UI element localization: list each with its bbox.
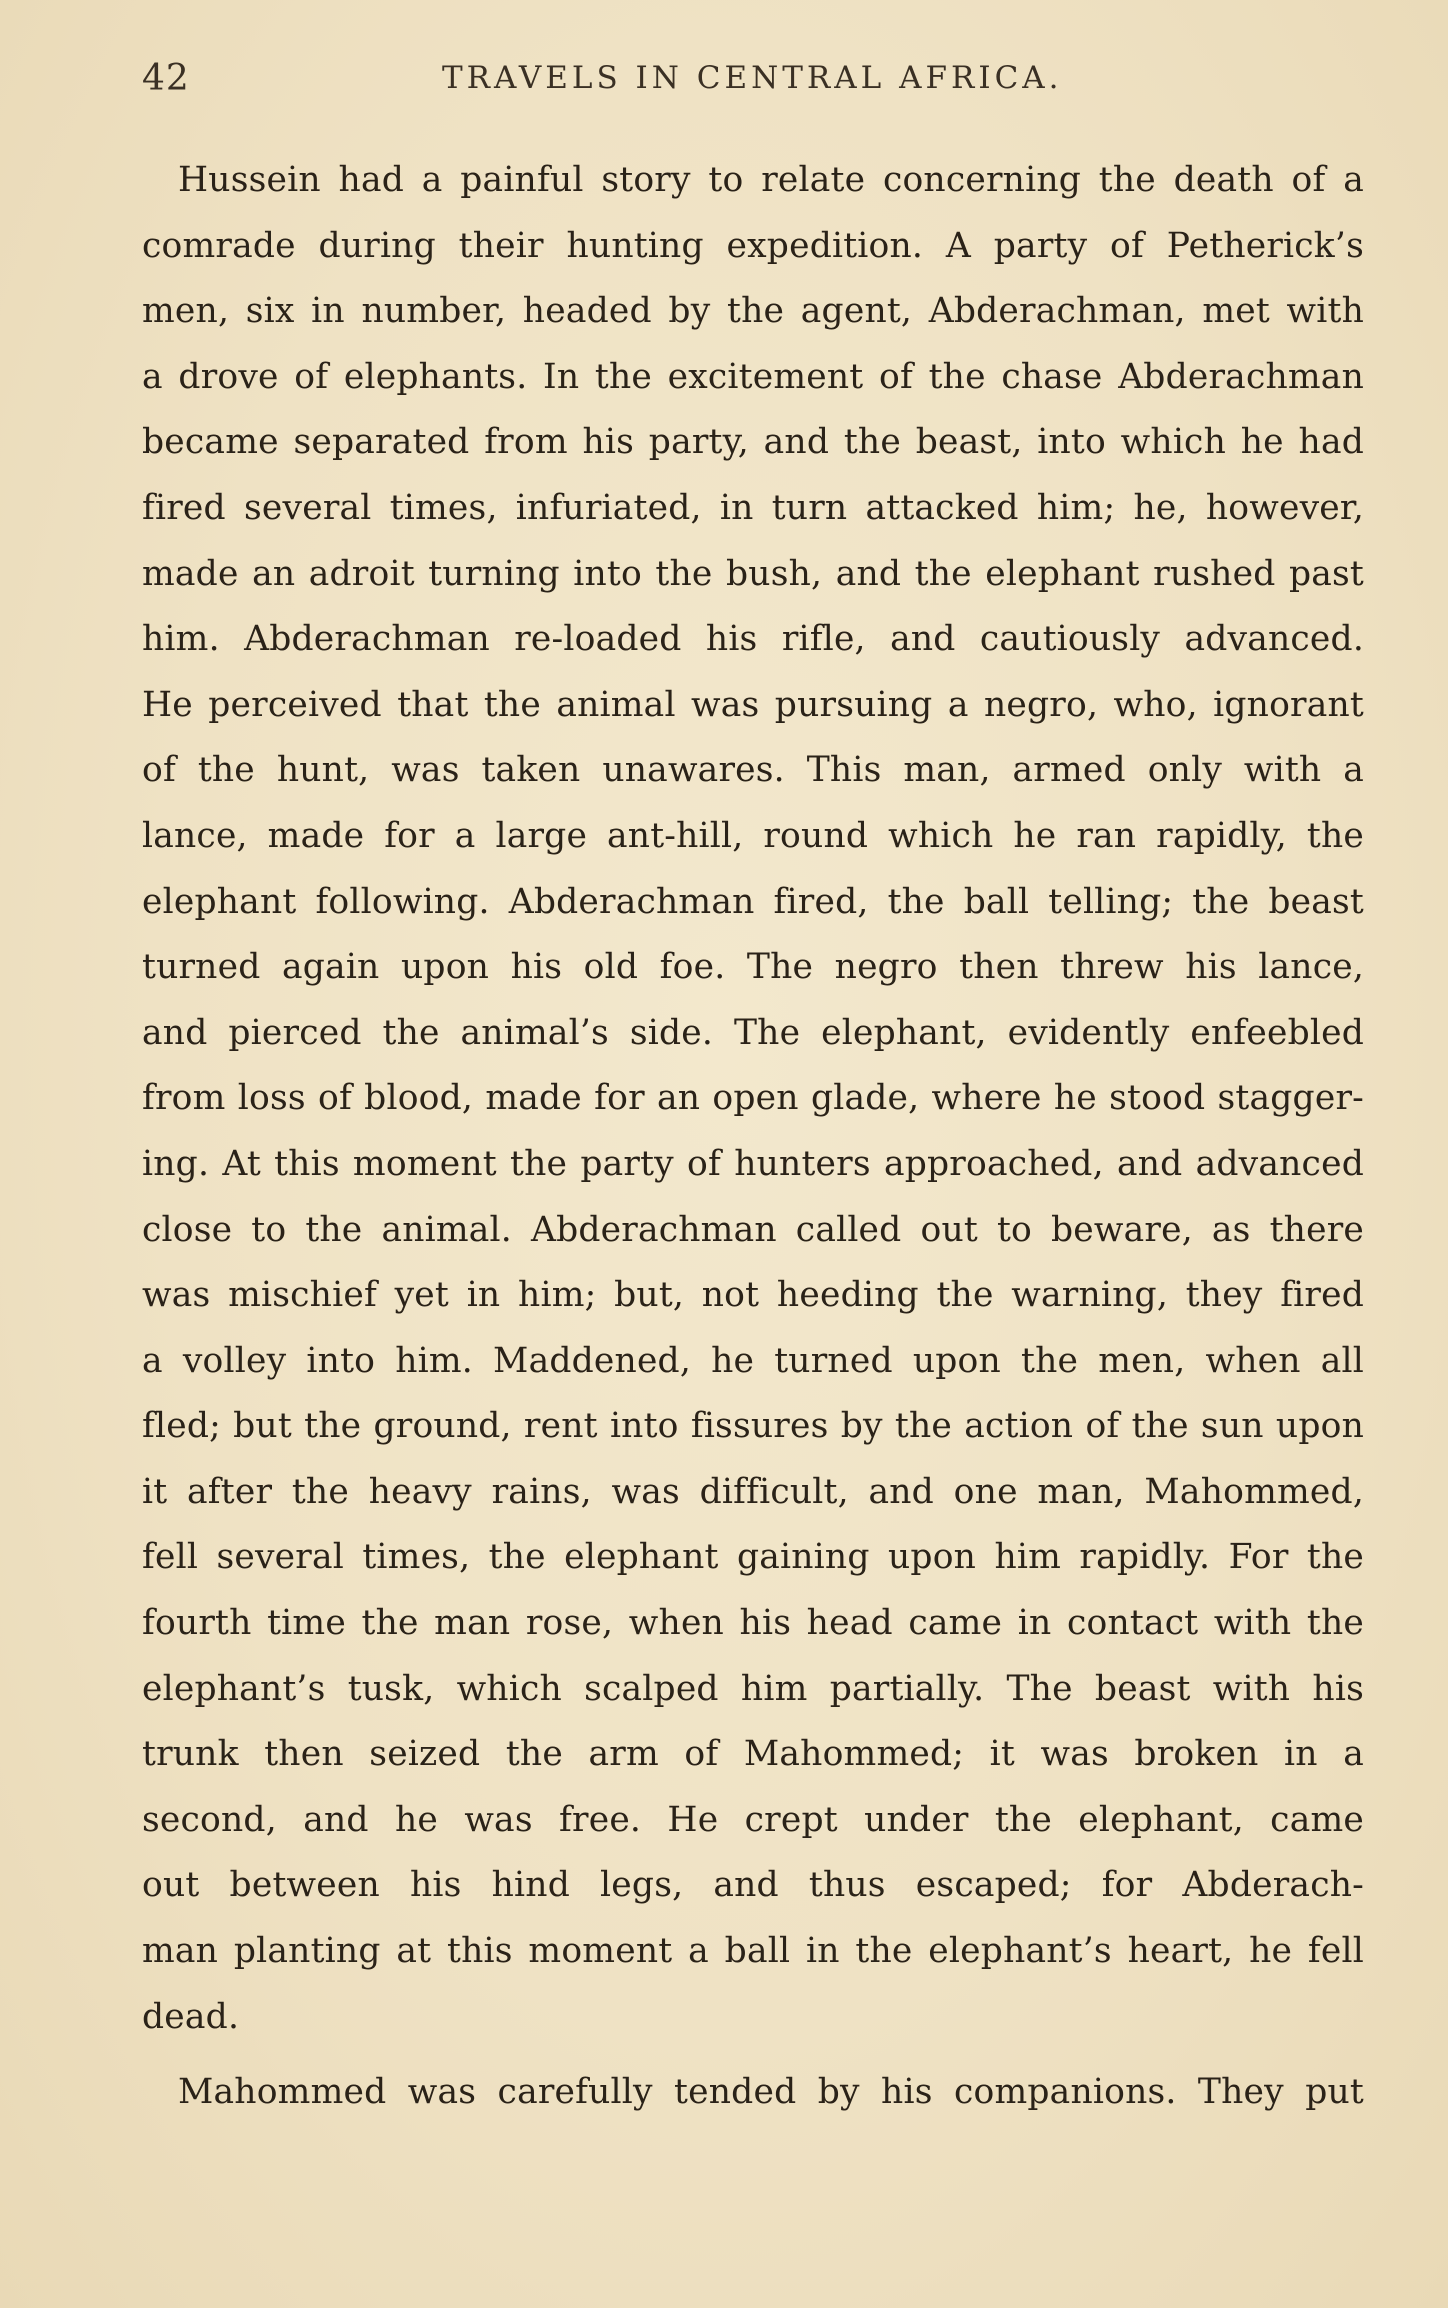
text-line: out between his hind legs, and thus escaped; for Abderach- <box>142 1865 1364 1906</box>
text-line: close to the animal. Abderachman called out to beware, as there <box>142 1209 1364 1250</box>
text-line: him. Abderachman re-loaded his rifle, and cautiously advanced. <box>142 619 1364 660</box>
running-head <box>142 58 1362 118</box>
text-line: from loss of blood, made for an open glade, where he stood stagger- <box>142 1078 1364 1119</box>
text-line: elephant following. Abderachman fired, the ball telling; the beast <box>142 881 1364 922</box>
page-number: 42 <box>142 58 190 99</box>
paragraph <box>142 2060 1364 2126</box>
text-line: dead. <box>142 1996 240 2037</box>
paragraph-gap <box>142 2050 1364 2060</box>
text-line: turned again upon his old foe. The negro then threw his lance, <box>142 947 1364 988</box>
text-line: comrade during their hunting expedition. A party of Petherick’s <box>142 225 1364 266</box>
text-line: Hussein had a painful story to relate concerning the death of a <box>178 160 1364 200</box>
body-text <box>142 148 1364 2126</box>
text-line: made an adroit turning into the bush, and the elephant rushed past <box>142 553 1364 594</box>
text-line: fourth time the man rose, when his head came in contact with the <box>142 1603 1364 1644</box>
text-line: it after the heavy rains, was difficult, and one man, Mahommed, <box>142 1471 1364 1512</box>
text-line: fell several times, the elephant gaining upon him rapidly. For the <box>142 1537 1364 1578</box>
text-line: ing. At this moment the party of hunters approached, and advanced <box>142 1143 1364 1184</box>
text-line: fled; but the ground, rent into fissures by the action of the sun upon <box>142 1406 1364 1447</box>
text-line: was mischief yet in him; but, not heeding the warning, they fired <box>142 1275 1364 1316</box>
text-line: men, six in number, headed by the agent, Abderachman, met with <box>142 291 1364 332</box>
text-line: trunk then seized the arm of Mahommed; it was broken in a <box>142 1734 1364 1775</box>
text-line: Mahommed was carefully tended by his companions. They put <box>178 2072 1364 2113</box>
text-line: a volley into him. Maddened, he turned upon the men, when all <box>142 1340 1364 1381</box>
text-line: elephant’s tusk, which scalped him partially. The beast with his <box>142 1668 1364 1709</box>
text-line: man planting at this moment a ball in the elephant’s heart, he fell <box>142 1931 1364 1972</box>
text-line: and pierced the animal’s side. The elephant, evidently enfeebled <box>142 1012 1364 1053</box>
text-line: became separated from his party, and the beast, into which he had <box>142 422 1364 463</box>
running-title: TRAVELS IN CENTRAL AFRICA. <box>442 60 1063 96</box>
text-line: lance, made for a large ant-hill, round which he ran rapidly, the <box>142 815 1364 856</box>
text-line: second, and he was free. He crept under the elephant, came <box>142 1799 1364 1840</box>
text-line: fired several times, infuriated, in turn attacked him; he, however, <box>142 487 1364 528</box>
text-line: a drove of elephants. In the excitement of the chase Abderachman <box>142 356 1364 397</box>
text-line: of the hunt, was taken unawares. This man, armed only with a <box>142 750 1364 791</box>
paragraph <box>142 148 1364 2050</box>
text-line: He perceived that the animal was pursuing a negro, who, ignorant <box>142 684 1364 725</box>
